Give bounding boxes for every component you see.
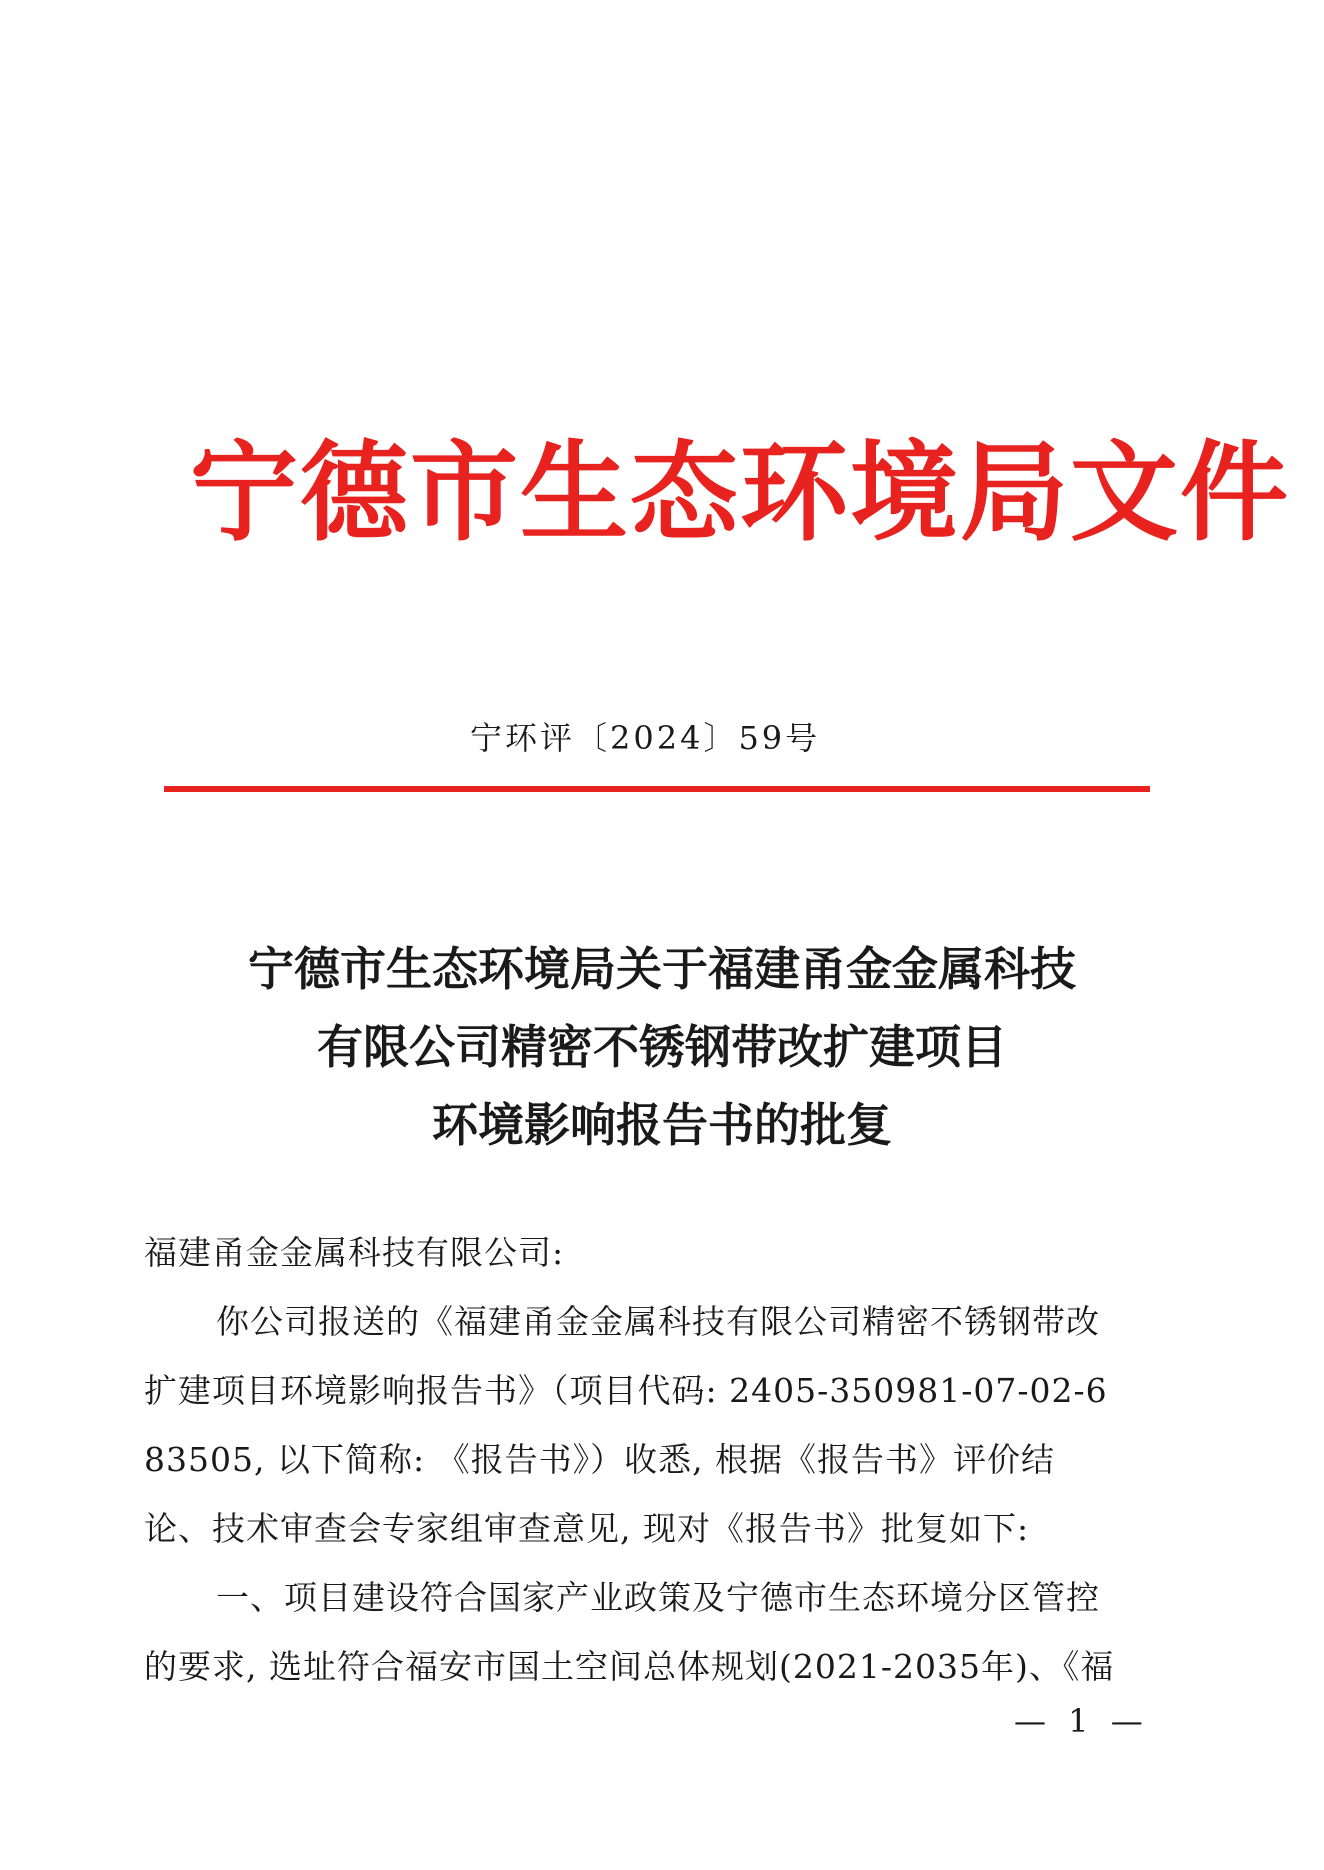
document-number: 宁环评〔2024〕59号 (470, 719, 821, 757)
document-body (144, 1218, 1132, 1701)
body-line-4: 论、技术审查会专家组审查意见, 现对《报告书》批复如下: (144, 1509, 1030, 1548)
red-divider-line (164, 786, 1150, 792)
body-line-3: 83505, 以下简称: 《报告书》）收悉, 根据《报告书》评价结 (144, 1440, 1056, 1479)
subject-line-2: 有限公司精密不锈钢带改扩建项目 (317, 1020, 1007, 1074)
subject-line-1: 宁德市生态环境局关于福建甬金金属科技 (248, 942, 1076, 996)
body-line-2: 扩建项目环境影响报告书》（项目代码: 2405-350981-07-02-6 (144, 1371, 1108, 1410)
body-line-6: 的要求, 选址符合福安市国土空间总体规划(2021-2035年)、《福 (144, 1647, 1115, 1686)
body-line-1: 你公司报送的《福建甬金金属科技有限公司精密不锈钢带改 (216, 1302, 1100, 1341)
document-subject (140, 930, 1184, 1164)
page-number: — 1 — (1014, 1702, 1149, 1740)
addressee: 福建甬金金属科技有限公司: (144, 1233, 565, 1272)
document-header-title: 宁德市生态环境局文件 (190, 431, 1291, 556)
body-line-5: 一、项目建设符合国家产业政策及宁德市生态环境分区管控 (216, 1578, 1100, 1617)
subject-line-3: 环境影响报告书的批复 (432, 1098, 892, 1152)
